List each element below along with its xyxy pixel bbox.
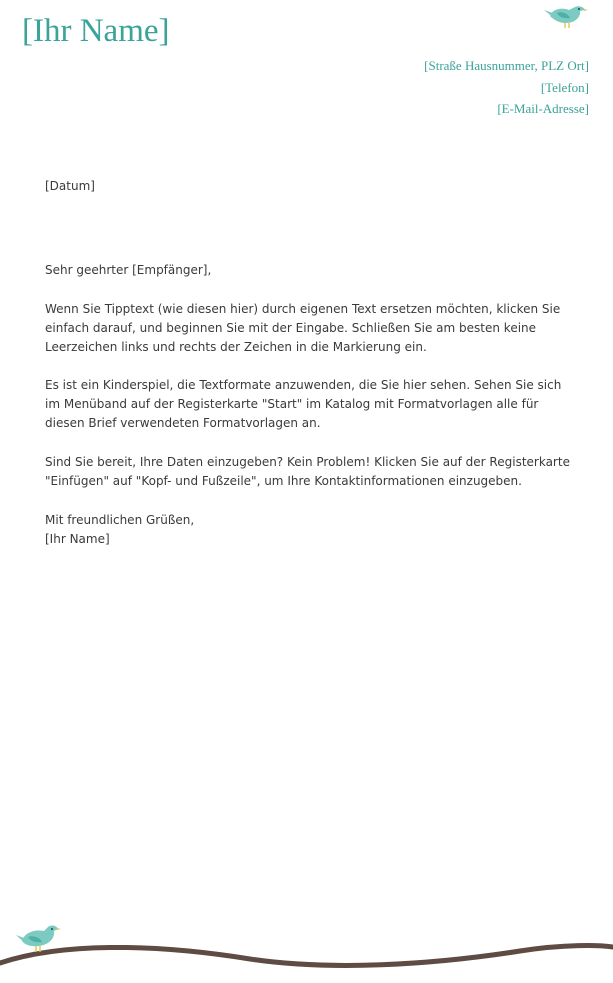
bird-on-branch-icon <box>0 905 613 983</box>
letter-salutation[interactable]: Sehr geehrter [Empfänger], <box>45 263 212 277</box>
sender-address[interactable]: [Straße Hausnummer, PLZ Ort] <box>424 58 589 73</box>
letter-paragraph[interactable]: Wenn Sie Tipptext (wie diesen hier) durch eigenen Text ersetzen möchten, klicken Sie einfach darauf, und beginnen Sie mit der Eingabe. Schließen Sie am besten keine Leerzeichen links und rechts der Zeichen in die Markierung ein. <box>45 302 561 354</box>
bird-icon <box>544 3 588 31</box>
letter-paragraph[interactable]: Sind Sie bereit, Ihre Daten einzugeben? Kein Problem! Klicken Sie auf der Registerkarte "Einfügen" auf "Kopf- und Fußzeile", um Ihre Kontaktinformationen einzugeben. <box>45 455 570 488</box>
letter-signature[interactable]: [Ihr Name] <box>45 532 110 546</box>
letter-closing[interactable]: Mit freundlichen Grüßen, <box>45 513 195 527</box>
sender-contact-block <box>424 55 589 120</box>
sender-email[interactable]: [E-Mail-Adresse] <box>497 101 589 116</box>
bottom-bird <box>16 926 61 952</box>
sender-name-heading[interactable]: [Ihr Name] <box>22 13 170 49</box>
branch-line <box>0 946 613 966</box>
letter-date[interactable]: [Datum] <box>45 179 95 193</box>
letter-paragraph[interactable]: Es ist ein Kinderspiel, die Textformate anzuwenden, die Sie hier sehen. Sehen Sie sich im Menüband auf der Registerkarte "Start" im Katalog mit Formatvorlagen alle für diesen Brief verwendeten Formatvorlagen an. <box>45 378 562 430</box>
sender-phone[interactable]: [Telefon] <box>540 79 589 95</box>
